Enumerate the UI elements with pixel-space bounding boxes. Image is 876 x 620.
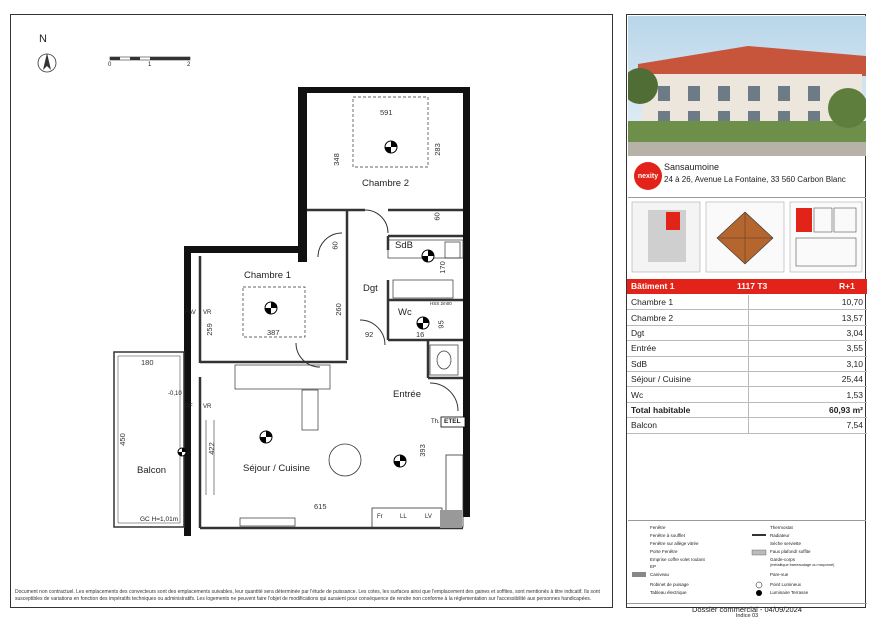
scale-bar	[110, 57, 190, 60]
code-fav: FAV	[185, 310, 196, 316]
legend	[628, 520, 866, 604]
dim-95: 95	[436, 320, 446, 329]
code-pf: PF	[185, 404, 193, 410]
surface-room: Dgt	[627, 325, 749, 340]
level-minus-010: -0,10	[168, 391, 182, 397]
lot-floor: R+1	[839, 281, 855, 291]
dim-180: 180	[141, 358, 154, 367]
dim-283: 283	[432, 143, 442, 156]
legend-faux: Faux plafond/ soffite	[770, 549, 811, 554]
room-label-entree: Entrée	[393, 389, 421, 400]
surface-total-row	[627, 402, 867, 417]
surface-area: 3,04	[749, 325, 868, 340]
room-label-sdb: SdB	[395, 240, 413, 251]
dim-591: 591	[380, 108, 393, 117]
room-label-wc: Wc	[398, 307, 412, 318]
surface-row	[627, 356, 867, 371]
legend-point: Point Lumineux	[770, 582, 802, 587]
code-fr: Fr	[377, 514, 383, 520]
room-label-chambre2: Chambre 2	[362, 178, 409, 189]
dim-259: 259	[204, 323, 214, 336]
surface-row	[627, 295, 867, 310]
dim-393: 393	[417, 444, 427, 457]
legend-fav: Fenêtre sur allège vitrée	[650, 541, 699, 546]
footer-date: Dossier commercial - 04/09/2024	[627, 603, 867, 614]
legend-pf: Porte Fenêtre	[650, 549, 678, 554]
faux-plafond-icon	[752, 550, 766, 555]
dim-16: 16	[416, 330, 425, 339]
legend-tableau: Tableau électrique	[650, 590, 687, 595]
surface-room: Chambre 2	[627, 310, 749, 325]
legend-gc-sub: (métallique barreaudage ou maçonné)	[770, 563, 835, 567]
legend-seche: Sèche serviette	[770, 541, 802, 546]
legend-f: Fenêtre	[650, 525, 666, 530]
project-address: 24 à 26, Avenue La Fontaine, 33 560 Carbon Blanc	[664, 175, 846, 184]
dim-260: 260	[333, 303, 343, 316]
dim-60b: 60	[330, 241, 340, 250]
room-label-balcon: Balcon	[137, 465, 167, 476]
north-label: N	[39, 33, 47, 45]
north-arrow-icon	[38, 53, 56, 72]
footer-index: Indice 03	[735, 613, 759, 619]
dim-348: 348	[331, 153, 341, 166]
lot-number: 1117 T3	[737, 281, 768, 291]
info-panel	[626, 14, 866, 619]
surface-row	[627, 325, 867, 340]
surface-room: Balcon	[627, 418, 749, 433]
lot-header-bar	[627, 279, 867, 294]
dim-92: 92	[365, 330, 374, 339]
room-label-dgt: Dgt	[363, 283, 378, 294]
legend-terrasse: Luminaire Terrasse	[770, 590, 809, 595]
surface-area: 10,70	[749, 295, 868, 310]
code-gc: GC H=1,01m	[140, 516, 179, 523]
surface-area: 25,44	[749, 371, 868, 386]
exterior-walls	[184, 87, 470, 536]
dim-387: 387	[267, 328, 280, 337]
surface-row	[627, 371, 867, 386]
legend-ep: EP	[650, 564, 657, 569]
legend-pv: Pare-vue	[770, 572, 789, 577]
surface-area: 60,93 m²	[749, 402, 868, 417]
code-hss: HSS 2m00	[430, 301, 452, 306]
legend-radiateur: Radiateur	[770, 533, 790, 538]
legend-vr: Emprise coffre volet roulant	[650, 557, 705, 562]
surface-room: Séjour / Cuisine	[627, 371, 749, 386]
surface-area: 13,57	[749, 310, 868, 325]
building-render-image	[628, 16, 866, 156]
surface-row	[627, 310, 867, 325]
surface-room: Wc	[627, 387, 749, 402]
legend-caniveau: Caniveau	[650, 572, 670, 577]
code-vr-2: VR	[203, 404, 212, 410]
dim-60a: 60	[432, 212, 442, 221]
legend-th: Thermostat	[770, 525, 793, 530]
dim-450: 450	[117, 433, 127, 446]
surface-area: 7,54	[749, 418, 868, 433]
code-vr-1: VR	[203, 310, 212, 316]
room-label-chambre1: Chambre 1	[244, 270, 291, 281]
surface-room: SdB	[627, 356, 749, 371]
surface-area: 3,10	[749, 356, 868, 371]
nexity-logo: nexity	[634, 162, 662, 190]
dim-615: 615	[314, 502, 327, 511]
surface-row	[627, 387, 867, 402]
project-name: Sansaumoine	[664, 162, 720, 172]
room-label-sejour: Séjour / Cuisine	[243, 463, 311, 474]
legend-robinet: Robinet de puisage	[650, 582, 689, 587]
luminaire-terrasse-icon	[756, 590, 762, 596]
legend-gc: Garde-corps	[770, 557, 796, 562]
code-th: Th.	[431, 419, 440, 425]
surface-area: 1,53	[749, 387, 868, 402]
surface-table	[627, 295, 867, 434]
disclaimer-text: Document non contractuel. Les emplacements des convecteurs sont des emplacements suivables, leur quantité sera déterminée par l'étude de puissance. Les cotes, les surfaces ainsi que l'emplacement des gaines et soffites, sont mentionés à titre indicatif. Ils sont susceptibles de variations en fonction des impératifs techniques ou administratifs. Les logements ne peuvent faire l'objet de modifications qui auraient pour conséquence de rendre non conforme à la réglementation sur l'accessibilité aux personnes handicapées.	[15, 589, 600, 602]
code-lv: LV	[425, 514, 432, 520]
scale-tick-1: 1	[148, 62, 152, 68]
scale-tick-0: 0	[108, 62, 112, 68]
surface-room: Entrée	[627, 341, 749, 356]
surface-room: Total habitable	[627, 402, 749, 417]
point-lumineux-icon	[756, 582, 762, 588]
scale-tick-2: 2	[187, 62, 191, 68]
surface-balcon-row	[627, 418, 867, 433]
code-etel: ETEL	[444, 418, 461, 425]
legend-fs: Fenêtre à soufflet	[650, 533, 685, 538]
surface-room: Chambre 1	[627, 295, 749, 310]
location-plans	[628, 197, 866, 278]
surface-area: 3,55	[749, 341, 868, 356]
dim-422: 422	[206, 442, 216, 455]
surface-row	[627, 341, 867, 356]
dim-170: 170	[437, 261, 447, 274]
code-ll: LL	[400, 514, 407, 520]
lot-batiment: Bâtiment 1	[631, 281, 675, 291]
caniveau-icon	[632, 572, 646, 577]
